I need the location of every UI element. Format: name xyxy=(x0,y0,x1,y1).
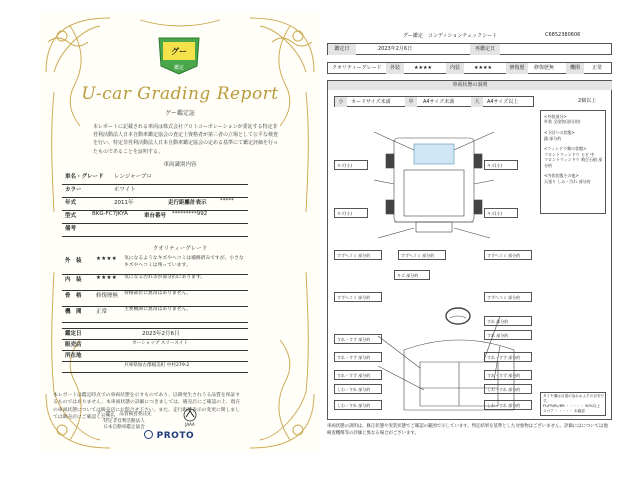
vehicle-year-value: 2011年 xyxy=(114,200,134,206)
vehicle-year-label: 年式 xyxy=(65,200,77,206)
proto-logo-icon xyxy=(144,430,153,439)
sheet-bottom-note: 車両状態の説明は、修正状態や実装状態でご確認の範囲で示しています。判定結果を基準とした対象物はございません。評価にはについては他検査機関等の評価と異なる場合がございます。 xyxy=(327,424,608,436)
mileage-value: ***** xyxy=(220,198,234,204)
chassis-value: *********992 xyxy=(172,211,208,217)
frame-label: 骨 格 xyxy=(65,293,82,299)
vehicle-notes-label: 備考 xyxy=(65,226,77,232)
vehicle-color-row xyxy=(62,185,248,198)
damage-label: すれ・すず 部分的 xyxy=(334,352,382,362)
shop-table xyxy=(62,328,248,373)
damage-label: キズ(小) xyxy=(334,160,368,170)
interior-desc: 気になる汚れ等が部分的にあります。 xyxy=(124,275,206,280)
proto-brand xyxy=(144,430,194,441)
address-value-row xyxy=(62,362,248,373)
address-value: 兵庫県加古郡稲美町 中村279-2 xyxy=(124,363,190,368)
damage-label: しわ・すれ 部分的 xyxy=(334,400,382,410)
date-value: 2023年2月6日 xyxy=(142,331,180,337)
sheet-quality-row xyxy=(327,62,612,74)
shop-row xyxy=(62,340,248,351)
vehicle-model-label: 型式 xyxy=(65,213,77,219)
frame-desc: 骨格部位に異常はありません。 xyxy=(124,291,192,296)
engine-row xyxy=(62,307,248,323)
address-label: 所在地 xyxy=(65,353,82,359)
grades-table xyxy=(62,256,248,323)
damage-label: キズ(小) xyxy=(484,208,518,218)
damage-label: すれ・すず 部分的 xyxy=(484,352,532,362)
damage-label: しわ・すれ 部分的 xyxy=(334,384,382,394)
certificate-footnote: 本レポートは鑑定時点での車両状態を示すものであり、以降発生されうる品質を保証するものではありません。本車両状態の詳細につきましては、販売店にご確認の上、現在の車両状態については販売店にお問合せ下さい。また、走行距離表示の変更に関しましては販売店にご確認ください。 xyxy=(53,393,241,421)
proto-brand-text: PROTO xyxy=(156,431,195,441)
chassis-label: 車台番号 xyxy=(144,213,167,219)
shop-label: 販売店 xyxy=(65,342,82,348)
vehicle-diagram-icon xyxy=(334,110,534,420)
sheet-repair-value: 修復歴無 xyxy=(534,65,555,71)
interior-stars: ★★★★ xyxy=(96,275,117,281)
legend-large: 大 xyxy=(471,97,483,107)
sheet-repair-label: 修復歴 xyxy=(506,63,528,74)
state-title: 車両状態の説明 xyxy=(328,81,612,90)
sheet-title: グー鑑定 コンディションチェックシート xyxy=(402,33,498,39)
svg-text:鑑定: 鑑定 xyxy=(173,65,185,71)
exterior-row xyxy=(62,256,248,275)
damage-label: すれ・すず 部分的 xyxy=(334,334,382,344)
damage-label: すずヘコミ 部分的 xyxy=(334,292,382,302)
damage-label: すれ 部分的 xyxy=(484,316,532,326)
damage-label: すずヘコミ 部分的 xyxy=(334,250,382,260)
jaaa-emblem-icon xyxy=(178,408,202,428)
exterior-desc: 気になるようなキズやヘコミは補修済みですが、小さなキズやヘコミは残っています。 xyxy=(124,256,244,268)
tire-note-text: タイヤ溝は目視の為おおよその目安です。 FL/FR/RL/RR ・・・・・ 50%以上 スペア ・・・・・ 未確認 xyxy=(543,394,605,413)
vehicle-color-value: ホワイト xyxy=(114,187,136,193)
svg-text:グー: グー xyxy=(171,47,187,56)
vehicle-name-row xyxy=(62,172,248,185)
report-intro: 本レポートに記載される車両は株式会社プロトコーポレーションが委託する特定非営利活動法人日本自動車鑑定協会の査定士資格者が第三者の立場として公平な検査を行い、特定非営利活動法人日本自動車鑑定協会の定める基準にて鑑定評価を行ったものであることを証明する。 xyxy=(93,124,279,155)
sheet-exterior-value: ★★★★ xyxy=(414,65,432,71)
sheet-engine-label: 機関 xyxy=(566,63,584,74)
engine-desc: 主要機関に異常はありません。 xyxy=(124,307,192,312)
legend-small-desc: カードサイズ未満 xyxy=(351,99,391,105)
date-label: 鑑定日 xyxy=(65,331,82,337)
frame-row xyxy=(62,291,248,307)
damage-label: すずヘコミ 部分的 xyxy=(484,292,532,302)
damage-label: しわ・すれ 部分的 xyxy=(484,384,532,394)
damage-label: すずヘコミ 部分的 xyxy=(484,250,532,260)
sheet-redate-label: 再鑑定日 xyxy=(470,44,500,55)
shop-value: カーショップ スリースイト xyxy=(132,341,189,346)
damage-label: キズ 部分的 xyxy=(394,270,430,280)
damage-label: すれ・すず 部分的 xyxy=(484,370,532,380)
report-subtitle: グー鑑定証 xyxy=(164,110,195,117)
legend-row xyxy=(334,96,534,107)
engine-label: 機 関 xyxy=(65,309,82,315)
mileage-label: 走行距離計表示 xyxy=(168,200,207,206)
interior-label: 内 装 xyxy=(65,277,82,283)
address-row xyxy=(62,351,248,362)
goo-kantei-badge-icon xyxy=(153,32,205,76)
notes-box xyxy=(540,110,606,214)
engine-value: 正常 xyxy=(96,309,108,315)
sheet-code: C6852380606 xyxy=(545,32,581,38)
exterior-label: 外 装 xyxy=(65,258,82,264)
exterior-stars: ★★★★ xyxy=(96,256,117,262)
report-title: U-car Grading Report xyxy=(81,84,279,104)
vehicle-color-label: カラー xyxy=(65,187,82,193)
vehicle-name-label: 車名・グレード xyxy=(65,174,104,180)
vehicle-name-value: レンジャープロ xyxy=(114,174,152,180)
certificate xyxy=(40,12,320,454)
legend-medium-desc: A4サイズ未満 xyxy=(423,99,455,105)
frame-value: 修復歴無 xyxy=(96,293,119,299)
vehicle-year-row xyxy=(62,198,248,211)
damage-label: しわ・すれ 部分的 xyxy=(484,400,532,410)
interior-row xyxy=(62,275,248,291)
damage-label: すずヘコミ 部分的 xyxy=(398,250,446,260)
issuer-text: グー鑑定 品質検査委託先 特定非営利活動法人 日本自動車鑑定協会 xyxy=(96,412,152,430)
date-row xyxy=(62,328,248,340)
sheet-engine-value: 正常 xyxy=(592,65,603,71)
damage-label: キズ(小) xyxy=(334,208,368,218)
sheet-exterior-label: 外装 xyxy=(386,63,404,74)
damage-label: すれ 部分的 xyxy=(484,330,532,340)
jaaa-logo xyxy=(178,408,202,428)
legend-small: 小 xyxy=(335,97,347,107)
damage-label: キズ(小) xyxy=(484,160,518,170)
notes-text: <外装部分> 外装 全塗装(部分的) <下回りの状態> 錆 部分的 <ウィンドウ類の状態> フロントウィンドウ ヒビ 中 フロントウィンドウ 飛び石痕 部分的 <内装状態その他> 天張り しみ・汚れ 部分的 xyxy=(544,114,603,184)
jaaa-text: JAAA xyxy=(185,422,195,427)
damage-label: すれ・すず 部分的 xyxy=(334,370,382,380)
vehicle-section-title: 車両識別内容 xyxy=(163,162,197,168)
sheet-quality-label: クオリティーグレード xyxy=(332,65,382,71)
sheet-interior-value: ★★★★ xyxy=(474,65,492,71)
tire-note-box xyxy=(540,392,606,416)
vehicle-table xyxy=(62,172,248,237)
sheet-date-label: 鑑定日 xyxy=(328,44,356,55)
vehicle-notes-row xyxy=(62,224,248,237)
sheet-date-value: 2023年2月6日 xyxy=(378,46,413,52)
legend-medium: 中 xyxy=(405,97,417,107)
quality-section-title: クオリティーグレード xyxy=(152,246,208,252)
vehicle-model-value: BKG-FC7JKYA xyxy=(92,211,128,217)
legend-count: 2個以上 xyxy=(578,98,597,104)
sheet-interior-label: 内装 xyxy=(446,63,464,74)
vehicle-model-row xyxy=(62,211,248,224)
sheet-date-row xyxy=(327,43,612,55)
legend-large-desc: A4サイズ以上 xyxy=(487,99,519,105)
